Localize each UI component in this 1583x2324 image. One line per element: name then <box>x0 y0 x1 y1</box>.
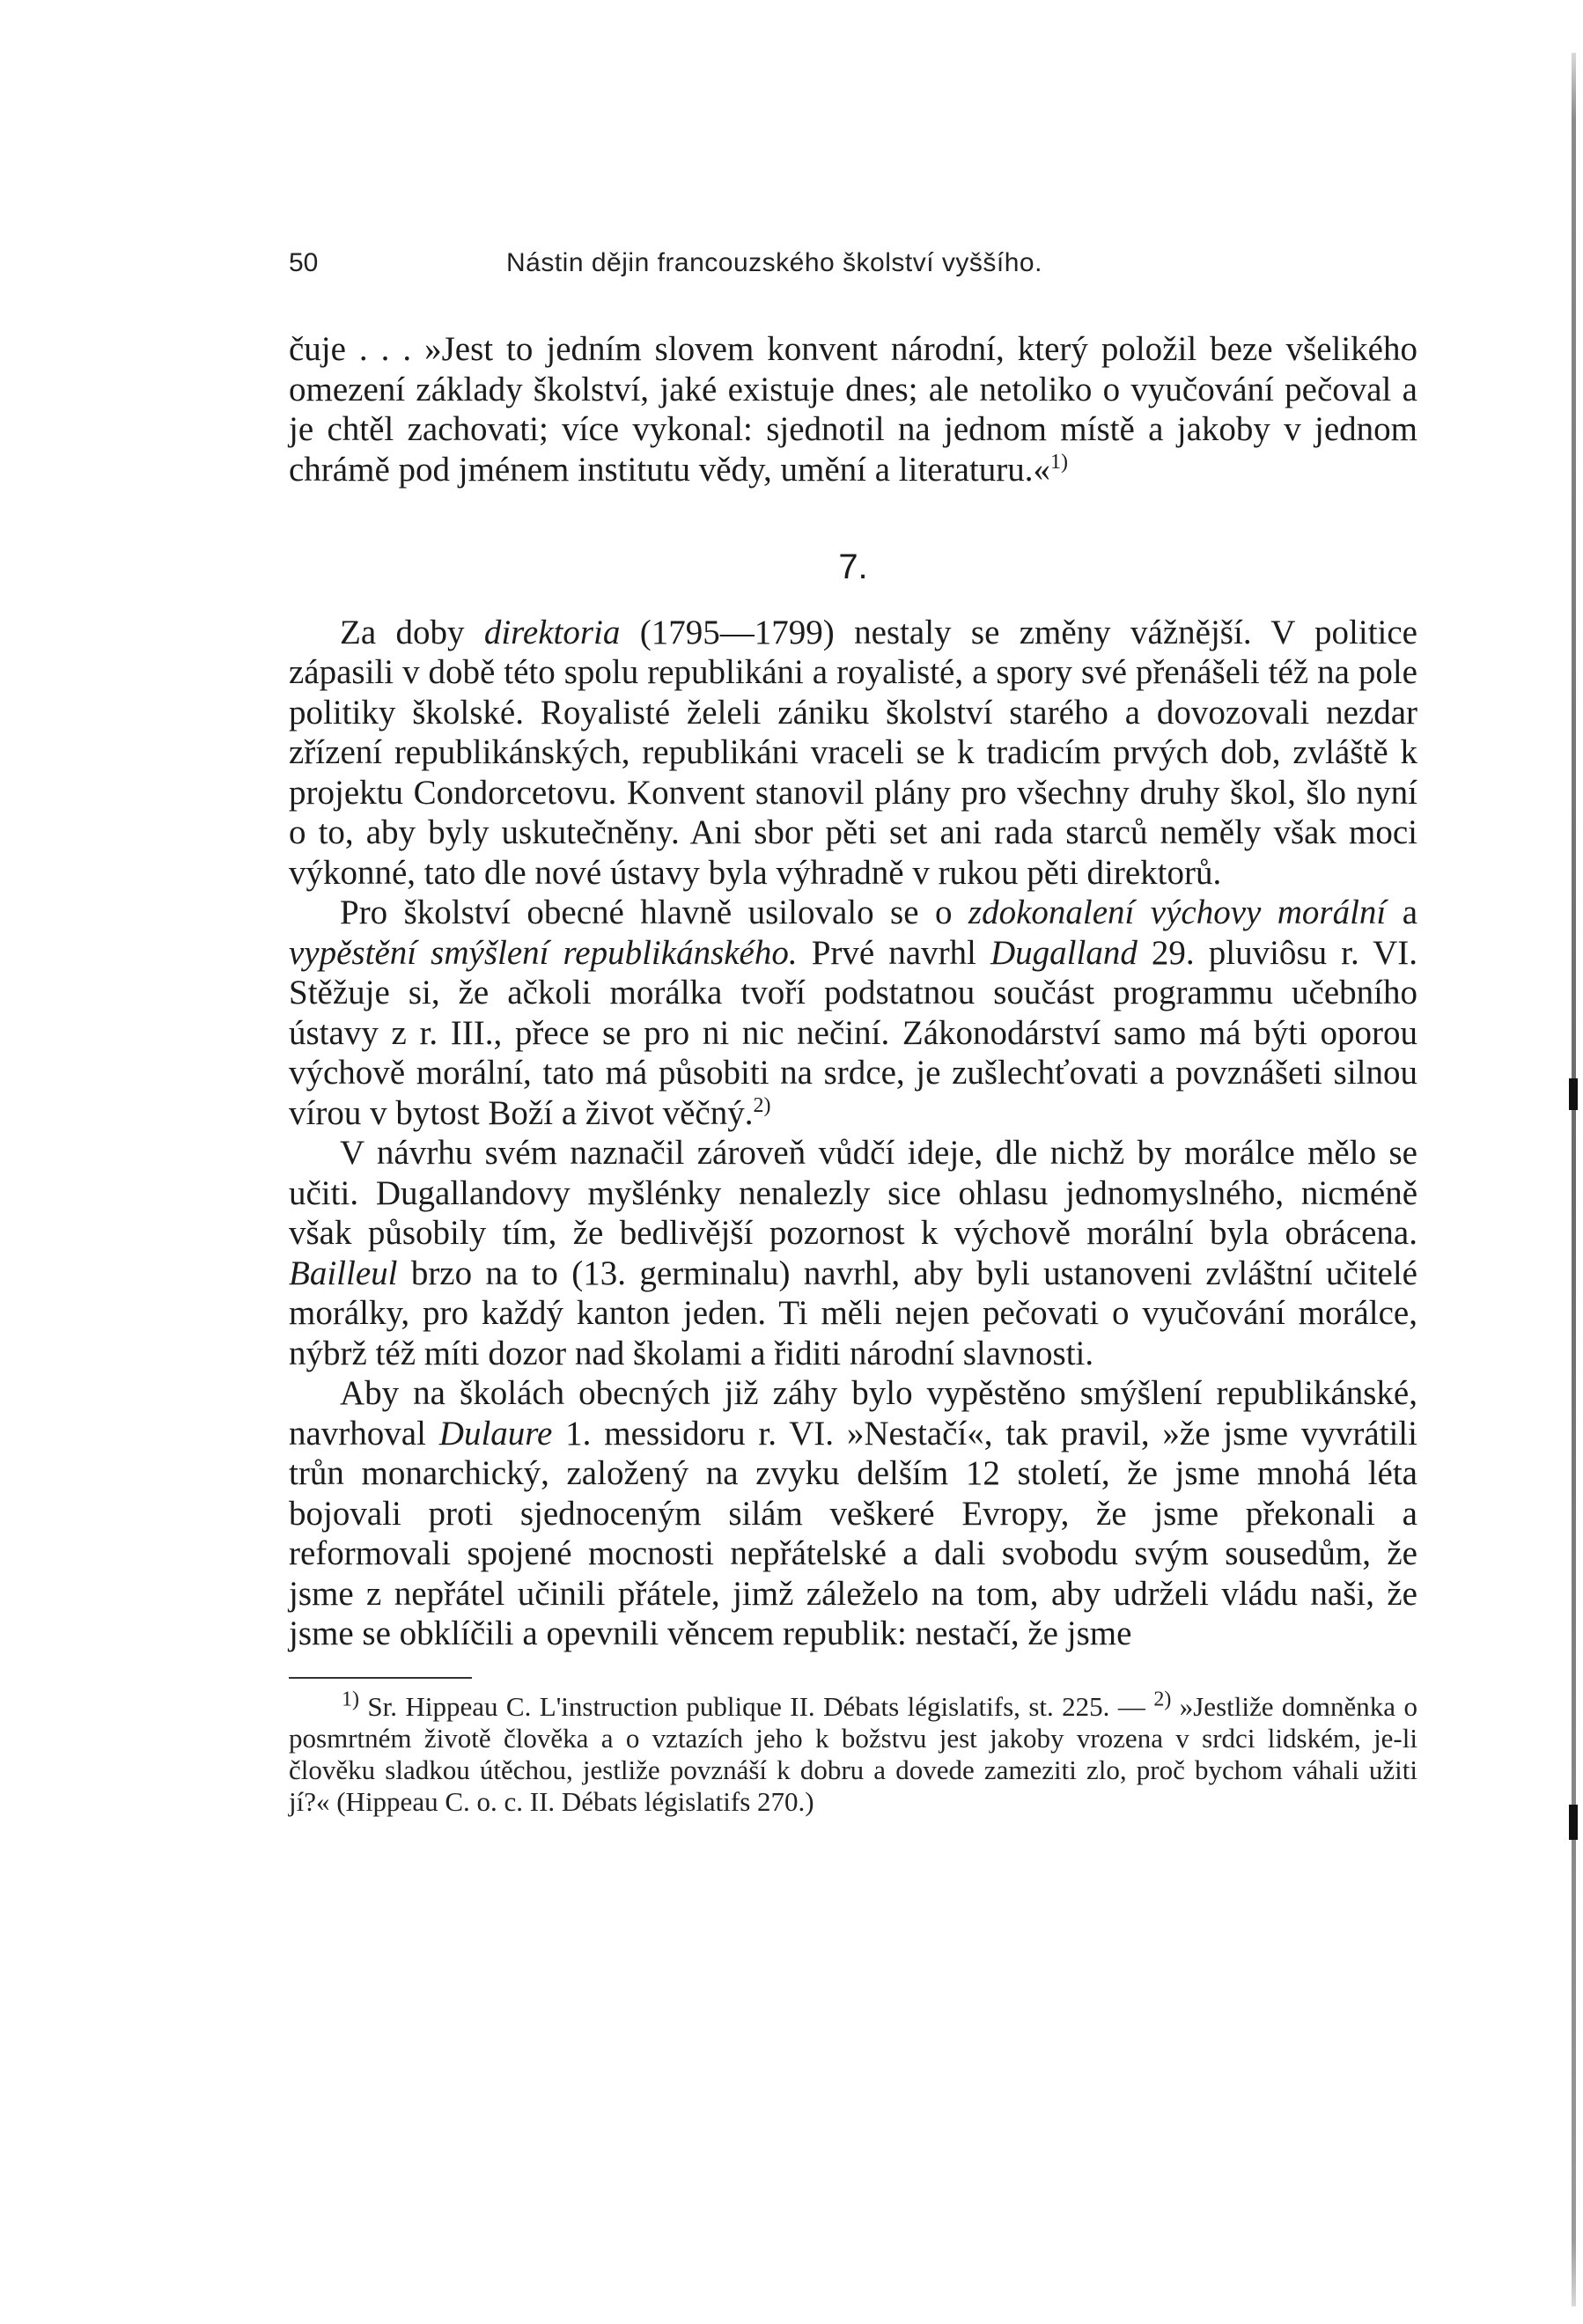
paragraph-4-text: V návrhu svém naznačil zároveň vůdčí ideje, dle nichž by morálce mělo se učiti. Dugallandovy myšlénky nenalezly sice ohlasu jednomyslného, nicméně však působily tím, že bedlivější pozornost k výchově morální byla obrácena. <box>289 1134 1417 1252</box>
footnote-ref-1: 1) <box>1050 450 1068 474</box>
paragraph-1 <box>289 329 1417 489</box>
emphasis-bailleul: Bailleul <box>289 1254 398 1292</box>
paragraph-5-text: Aby na školách obecných již záhy bylo vypěstěno smýšlení republikánské, navrhoval <box>289 1374 1417 1452</box>
paragraph-4 <box>289 1133 1417 1373</box>
paragraph-3 <box>289 893 1417 1133</box>
footnote-2-mark: 2) <box>1153 1688 1172 1711</box>
footnote-2-text: »Jestliže domněnka o posmrtném životě člověka a o vztazích jeho k božstvu jest jakoby vrozena v srdci lidském, je-li člověku sladkou útěchou, jestliže povznáší k dobru a dovede zameziti zlo, proč bychom váhali užiti jí?« (Hippeau C. o. c. II. Débats législatifs 270.) <box>289 1690 1417 1817</box>
emphasis-smysleni: vypěstění smýšlení republikánského. <box>289 933 798 972</box>
paragraph-2-text: (1795—1799) nestaly se změny vážnější. V politice zápasili v době této spolu republikáni a royalisté, a spory své přenášeli též na pole politiky školské. Royalisté želeli zániku školství starého a dovozovali nezdar zřízení republikánských, republikáni vraceli se k tradicím prvých dob, zvláště k projektu Condorcetovu. Konvent stanovil plány pro všechny druhy škol, šlo nyní o to, aby byly uskutečněny. Ani sbor pěti set ani rada starců neměly však moci výkonné, tato dle nové ústavy byla výhradně v rukou pěti direktorů. <box>289 613 1417 892</box>
emphasis-vychovy: zdokonalení výchovy morální <box>968 894 1387 931</box>
running-head <box>289 238 1417 290</box>
paragraph-2 <box>289 613 1417 894</box>
edge-mark <box>1569 1805 1578 1840</box>
emphasis-dugalland: Dugalland <box>990 933 1138 972</box>
footnote-block <box>289 1688 1417 1818</box>
footnote-rule <box>289 1677 472 1679</box>
book-page <box>289 238 1417 1818</box>
paragraph-3-text: Pro školství obecné hlavně usilovalo se o <box>340 894 968 931</box>
paragraph-2-text: Za doby <box>340 613 484 651</box>
footnote-1-text: Sr. Hippeau C. L'instruction publique II. Débats législatifs, st. 225. — <box>359 1690 1154 1722</box>
paragraph-3-text: Prvé navrhl <box>797 933 990 972</box>
paragraph-1-text: čuje . . . »Jest to jedním slovem konvent národní, který položil beze všelikého omezení základy školství, jaké existuje dnes; ale netoliko o vyučování pečoval a je chtěl zachovati; více vykonal: sjednotil na jednom místě a jakoby v jednom chrámě pod jménem institutu vědy, umění a literaturu.« <box>289 330 1417 489</box>
edge-mark <box>1569 1078 1578 1110</box>
running-title: Nástin dějin francouzského školství vyššího. <box>506 248 1042 277</box>
body-text <box>289 329 1417 1654</box>
emphasis-direktoria: direktoria <box>483 613 621 651</box>
section-number: 7. <box>838 548 868 586</box>
paragraph-5 <box>289 1373 1417 1654</box>
paragraph-3-text: a <box>1386 894 1418 931</box>
paragraph-4-text: brzo na to (13. germinalu) navrhl, aby byli ustanoveni zvláštní učitelé morálky, pro každý kanton jeden. Ti měli nejen pečovati o vyučování morálce, nýbrž též míti dozor nad školami a řiditi národní slavnosti. <box>289 1254 1417 1372</box>
page-number: 50 <box>289 248 319 277</box>
footnote-1-mark: 1) <box>342 1688 359 1711</box>
footnotes <box>289 1688 1417 1818</box>
paragraph-5-text: 1. messidoru r. VI. »Nestačí«, tak pravil, »že jsme vyvrátili trůn monarchický, založený na zvyku delším 12 století, že jsme mnohá léta bojovali proti sjednoceným silám veškeré Evropy, že jsme překonali a reformovali spojené mocnosti nepřátelské a dali svobodu svým sousedům, že jsme z nepřátel učinili přátele, jimž záleželo na tom, aby udrželi vládu naši, že jsme se obklíčili a opevnili věncem republik: nestačí, že jsme <box>289 1414 1417 1652</box>
emphasis-dulaure: Dulaure <box>438 1414 553 1452</box>
footnote-ref-2: 2) <box>753 1093 771 1117</box>
page-edge-line <box>1572 53 1576 2306</box>
paragraph-3-text: 29. pluviôsu r. VI. Stěžuje si, že ačkoli morálka tvoří podstatnou součást programmu učebního ústavy z r. III., přece se pro ni nic nečiní. Zákonodárství samo má býti oporou výchově morální, tato má působiti na srdce, je zušlechťovati a povznášeti silnou vírou v bytost Boží a život věčný. <box>289 933 1418 1132</box>
